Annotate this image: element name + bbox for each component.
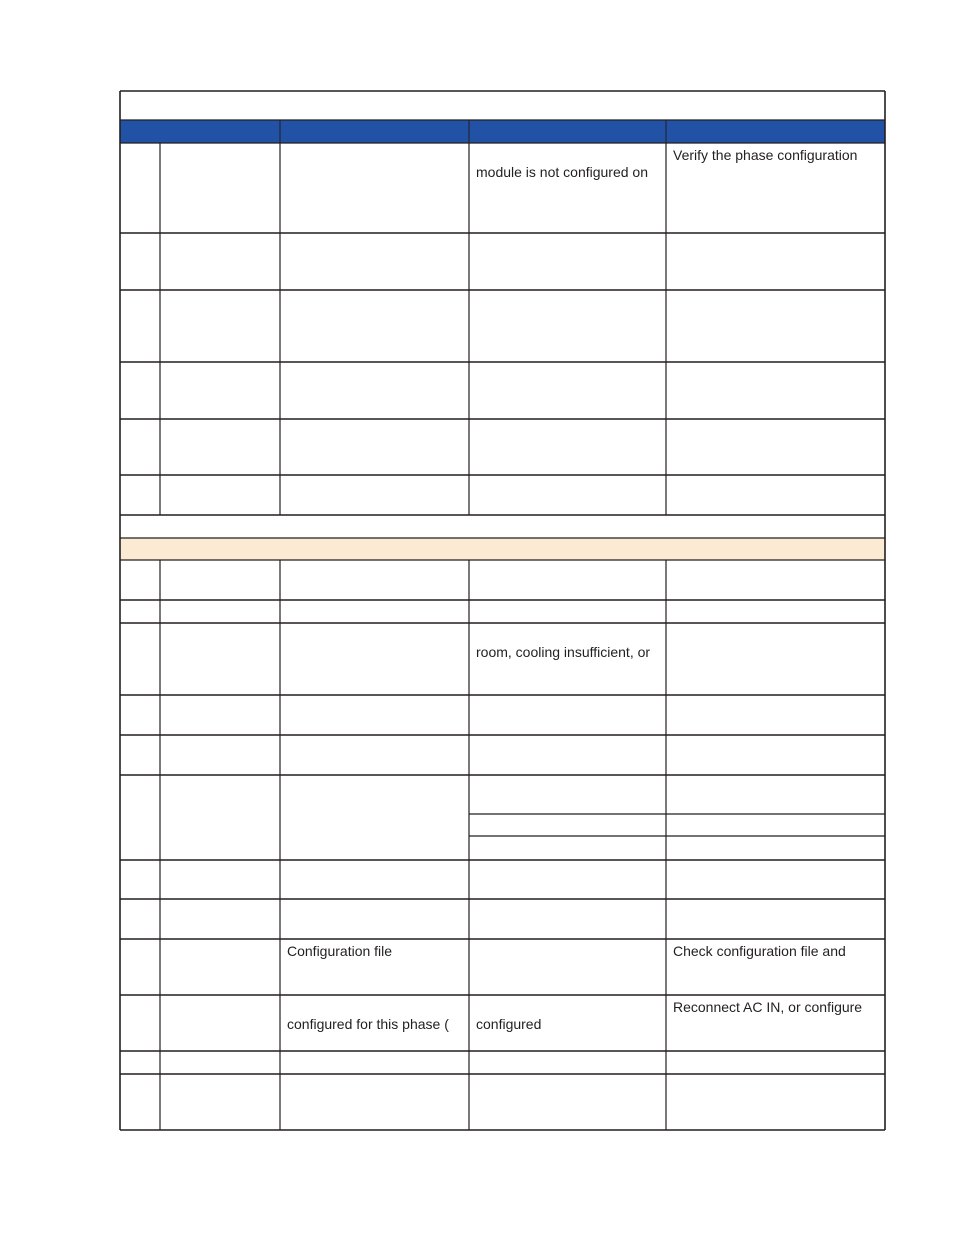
cell-r1-cause: module is not configured on xyxy=(476,164,648,180)
header-band xyxy=(120,120,885,143)
cell-r1-action: Verify the phase configuration xyxy=(673,147,858,163)
cell-s2-r3-cause: room, cooling insufficient, or xyxy=(476,644,651,660)
section-band xyxy=(120,538,885,560)
cell-s2-r10-cause: configured xyxy=(476,1016,542,1032)
cell-s2-r10-action: Reconnect AC IN, or configure xyxy=(673,999,863,1015)
cell-s2-r9-action: Check configuration file and xyxy=(673,943,846,959)
cell-s2-r9-condition: Configuration file xyxy=(287,943,393,959)
cell-s2-r10-condition: configured for this phase ( xyxy=(287,1016,449,1032)
